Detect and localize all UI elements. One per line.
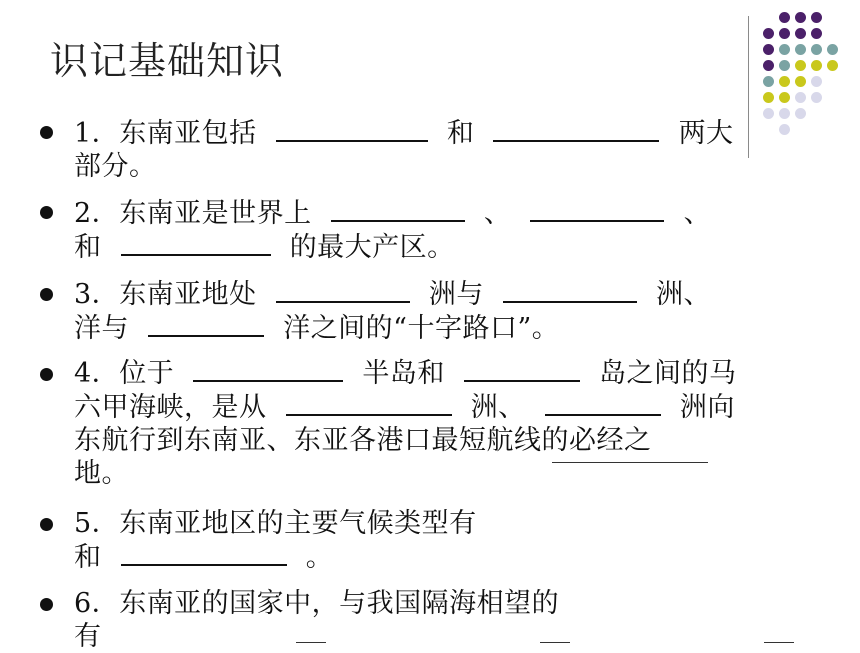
page-title: 识记基础知识 [50, 39, 285, 83]
bullet-icon [40, 206, 53, 219]
question-number: 6． [74, 588, 120, 619]
underline-mark [764, 642, 794, 643]
answer-blank[interactable] [148, 311, 264, 337]
bullet-icon [40, 598, 53, 611]
question-text: 东南亚地处 [119, 279, 257, 310]
underline-mark [540, 642, 570, 643]
question-text: 、 [683, 198, 712, 229]
question-4 [74, 356, 794, 490]
answer-blank[interactable] [503, 277, 637, 303]
question-5 [74, 507, 794, 574]
question-text: 洲、 [656, 279, 712, 310]
question-text: 岛之间的马 [599, 358, 737, 389]
question-text: 洲与 [428, 279, 484, 310]
question-text: 和 [74, 232, 102, 263]
answer-blank[interactable] [121, 540, 287, 566]
question-text: 和 [446, 118, 475, 149]
question-text: 地。 [74, 458, 129, 489]
question-number: 5． [74, 508, 120, 539]
answer-blank[interactable] [493, 116, 659, 142]
bullet-icon [40, 368, 53, 381]
underline-mark [296, 642, 326, 643]
question-text: 、 [483, 198, 512, 229]
question-text: 半岛和 [362, 358, 445, 389]
answer-blank[interactable] [276, 116, 428, 142]
answer-blank[interactable] [276, 277, 410, 303]
answer-blank[interactable] [464, 356, 580, 382]
question-number: 2． [74, 198, 120, 229]
question-text: 六甲海峡，是从 [74, 392, 267, 423]
question-number: 1． [74, 118, 120, 149]
underline-mark [552, 462, 708, 463]
question-text: 洲、 [470, 392, 526, 423]
question-text: 洋之间的“十字路口”。 [283, 313, 560, 344]
question-6 [74, 587, 794, 653]
question-1 [74, 116, 794, 183]
answer-blank[interactable] [286, 390, 452, 416]
question-text: 洋与 [74, 313, 129, 344]
bullet-icon [40, 126, 53, 139]
question-text: 洲向 [679, 392, 735, 423]
question-text: 东南亚包括 [119, 118, 257, 149]
question-text: 的最大产区。 [289, 232, 455, 263]
question-2 [74, 196, 794, 264]
question-text: 部分。 [74, 151, 157, 182]
answer-blank[interactable] [121, 230, 271, 256]
answer-blank[interactable] [530, 196, 664, 222]
question-text: 东航行到东南亚、东亚各港口最短航线的必经之 [74, 425, 652, 456]
question-text: 。 [305, 542, 334, 573]
bullet-icon [40, 518, 53, 531]
question-number: 4． [74, 358, 120, 389]
question-text: 有 [74, 621, 102, 652]
question-text: 东南亚地区的主要气候类型有 [119, 508, 477, 539]
answer-blank[interactable] [193, 356, 343, 382]
question-text: 位于 [119, 358, 175, 389]
question-text: 东南亚是世界上 [119, 198, 312, 229]
answer-blank[interactable] [331, 196, 465, 222]
question-3 [74, 277, 794, 345]
question-number: 3． [74, 279, 120, 310]
bullet-icon [40, 288, 53, 301]
question-text: 和 [74, 542, 102, 573]
question-text: 东南亚的国家中，与我国隔海相望的 [119, 588, 560, 619]
question-text: 两大 [678, 118, 734, 149]
answer-blank[interactable] [545, 390, 661, 416]
